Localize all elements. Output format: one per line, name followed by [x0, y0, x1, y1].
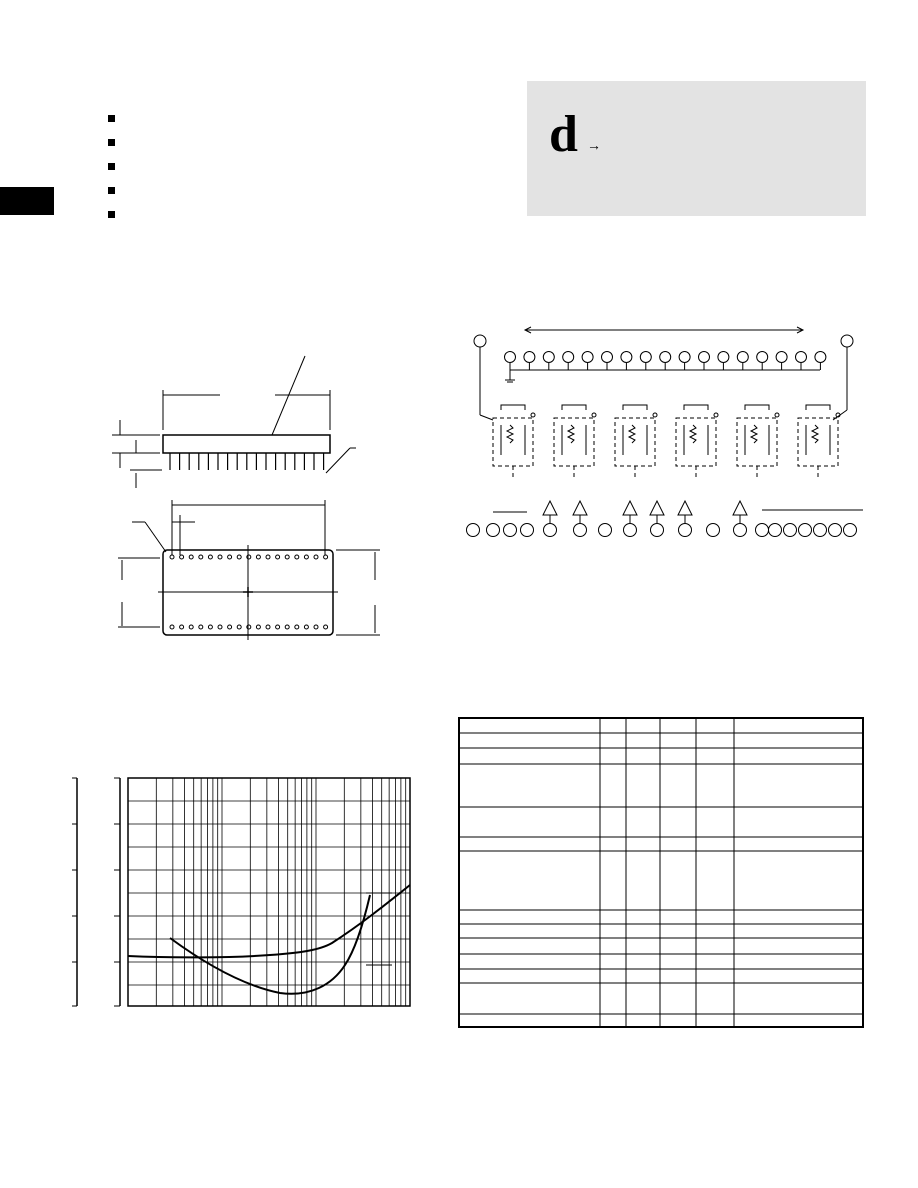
pin-pad — [256, 555, 260, 559]
pin-pad — [276, 555, 280, 559]
pin-pad — [170, 555, 174, 559]
pin-pad — [324, 625, 328, 629]
schematic-terminal — [784, 524, 797, 537]
pin-pad — [276, 625, 280, 629]
pin-pad — [208, 555, 212, 559]
schematic-terminal — [574, 524, 587, 537]
pin-pad — [247, 555, 251, 559]
schematic-terminal — [624, 524, 637, 537]
relay-channel-box — [554, 418, 594, 466]
pin-pad — [295, 625, 299, 629]
pin-pad — [285, 555, 289, 559]
logo-arrow-icon: → — [587, 137, 601, 153]
schematic-terminal — [814, 524, 827, 537]
pin-pad — [199, 625, 203, 629]
package-outline-drawing — [100, 340, 400, 650]
driver-triangle — [650, 501, 664, 515]
schematic-terminal — [640, 352, 651, 363]
graph-curve-1 — [128, 885, 410, 957]
relay-channel-box — [737, 418, 777, 466]
schematic-terminal — [699, 352, 710, 363]
schematic-terminal — [737, 352, 748, 363]
section-tab-marker — [0, 187, 54, 215]
pin-pad — [237, 555, 241, 559]
feature-bullet-1 — [108, 115, 115, 122]
pin-pad — [247, 625, 251, 629]
feature-bullet-3 — [108, 163, 115, 170]
pin-pad — [189, 625, 193, 629]
pin-pad — [256, 625, 260, 629]
schematic-terminal — [679, 524, 692, 537]
pin-pad — [295, 555, 299, 559]
pin-pad — [180, 555, 184, 559]
company-logo-panel — [527, 81, 866, 216]
schematic-terminal — [756, 524, 769, 537]
schematic-terminal — [563, 352, 574, 363]
feature-bullet-4 — [108, 187, 115, 194]
block-diagram-schematic — [465, 320, 865, 545]
schematic-terminal — [543, 352, 554, 363]
driver-triangle — [678, 501, 692, 515]
schematic-terminal — [707, 524, 720, 537]
schematic-terminal — [505, 352, 516, 363]
pin-pad — [304, 555, 308, 559]
feature-bullet-2 — [108, 139, 115, 146]
pin-pad — [218, 555, 222, 559]
schematic-terminal — [734, 524, 747, 537]
relay-channel-box — [676, 418, 716, 466]
schematic-terminal — [799, 524, 812, 537]
schematic-terminal — [769, 524, 782, 537]
pin-pad — [199, 555, 203, 559]
pin-pad — [266, 555, 270, 559]
schematic-terminal — [544, 524, 557, 537]
pin-pad — [314, 625, 318, 629]
schematic-terminal — [844, 524, 857, 537]
schematic-terminal — [582, 352, 593, 363]
schematic-terminal — [621, 352, 632, 363]
pin-pad — [266, 625, 270, 629]
schematic-terminal — [487, 524, 500, 537]
driver-triangle — [543, 501, 557, 515]
schematic-terminal — [521, 524, 534, 537]
relay-channel-box — [615, 418, 655, 466]
pin-pad — [237, 625, 241, 629]
graph-curve-2 — [170, 895, 370, 994]
pin-pad — [324, 555, 328, 559]
pin-pad — [189, 555, 193, 559]
schematic-terminal — [776, 352, 787, 363]
spec-table-grid — [460, 719, 862, 1026]
schematic-terminal — [796, 352, 807, 363]
schematic-terminal — [829, 524, 842, 537]
driver-triangle — [733, 501, 747, 515]
schematic-terminal — [651, 524, 664, 537]
schematic-terminal — [467, 524, 480, 537]
pin-pad — [218, 625, 222, 629]
schematic-terminal — [524, 352, 535, 363]
schematic-terminal — [757, 352, 768, 363]
performance-graph — [70, 775, 415, 1010]
specifications-table — [458, 717, 864, 1028]
pin-pad — [304, 625, 308, 629]
pin-pad — [180, 625, 184, 629]
schematic-terminal — [718, 352, 729, 363]
schematic-terminal — [660, 352, 671, 363]
pin-pad — [170, 625, 174, 629]
pin-pad — [314, 555, 318, 559]
schematic-terminal — [504, 524, 517, 537]
driver-triangle — [573, 501, 587, 515]
company-logo: d — [549, 106, 574, 163]
schematic-terminal — [679, 352, 690, 363]
feature-bullet-5 — [108, 211, 115, 218]
relay-channel-box — [493, 418, 533, 466]
relay-channel-box — [798, 418, 838, 466]
pin-pad — [208, 625, 212, 629]
pin-pad — [228, 625, 232, 629]
pin-pad — [228, 555, 232, 559]
schematic-terminal — [599, 524, 612, 537]
driver-triangle — [623, 501, 637, 515]
pin-pad — [285, 625, 289, 629]
schematic-terminal — [815, 352, 826, 363]
schematic-terminal — [602, 352, 613, 363]
